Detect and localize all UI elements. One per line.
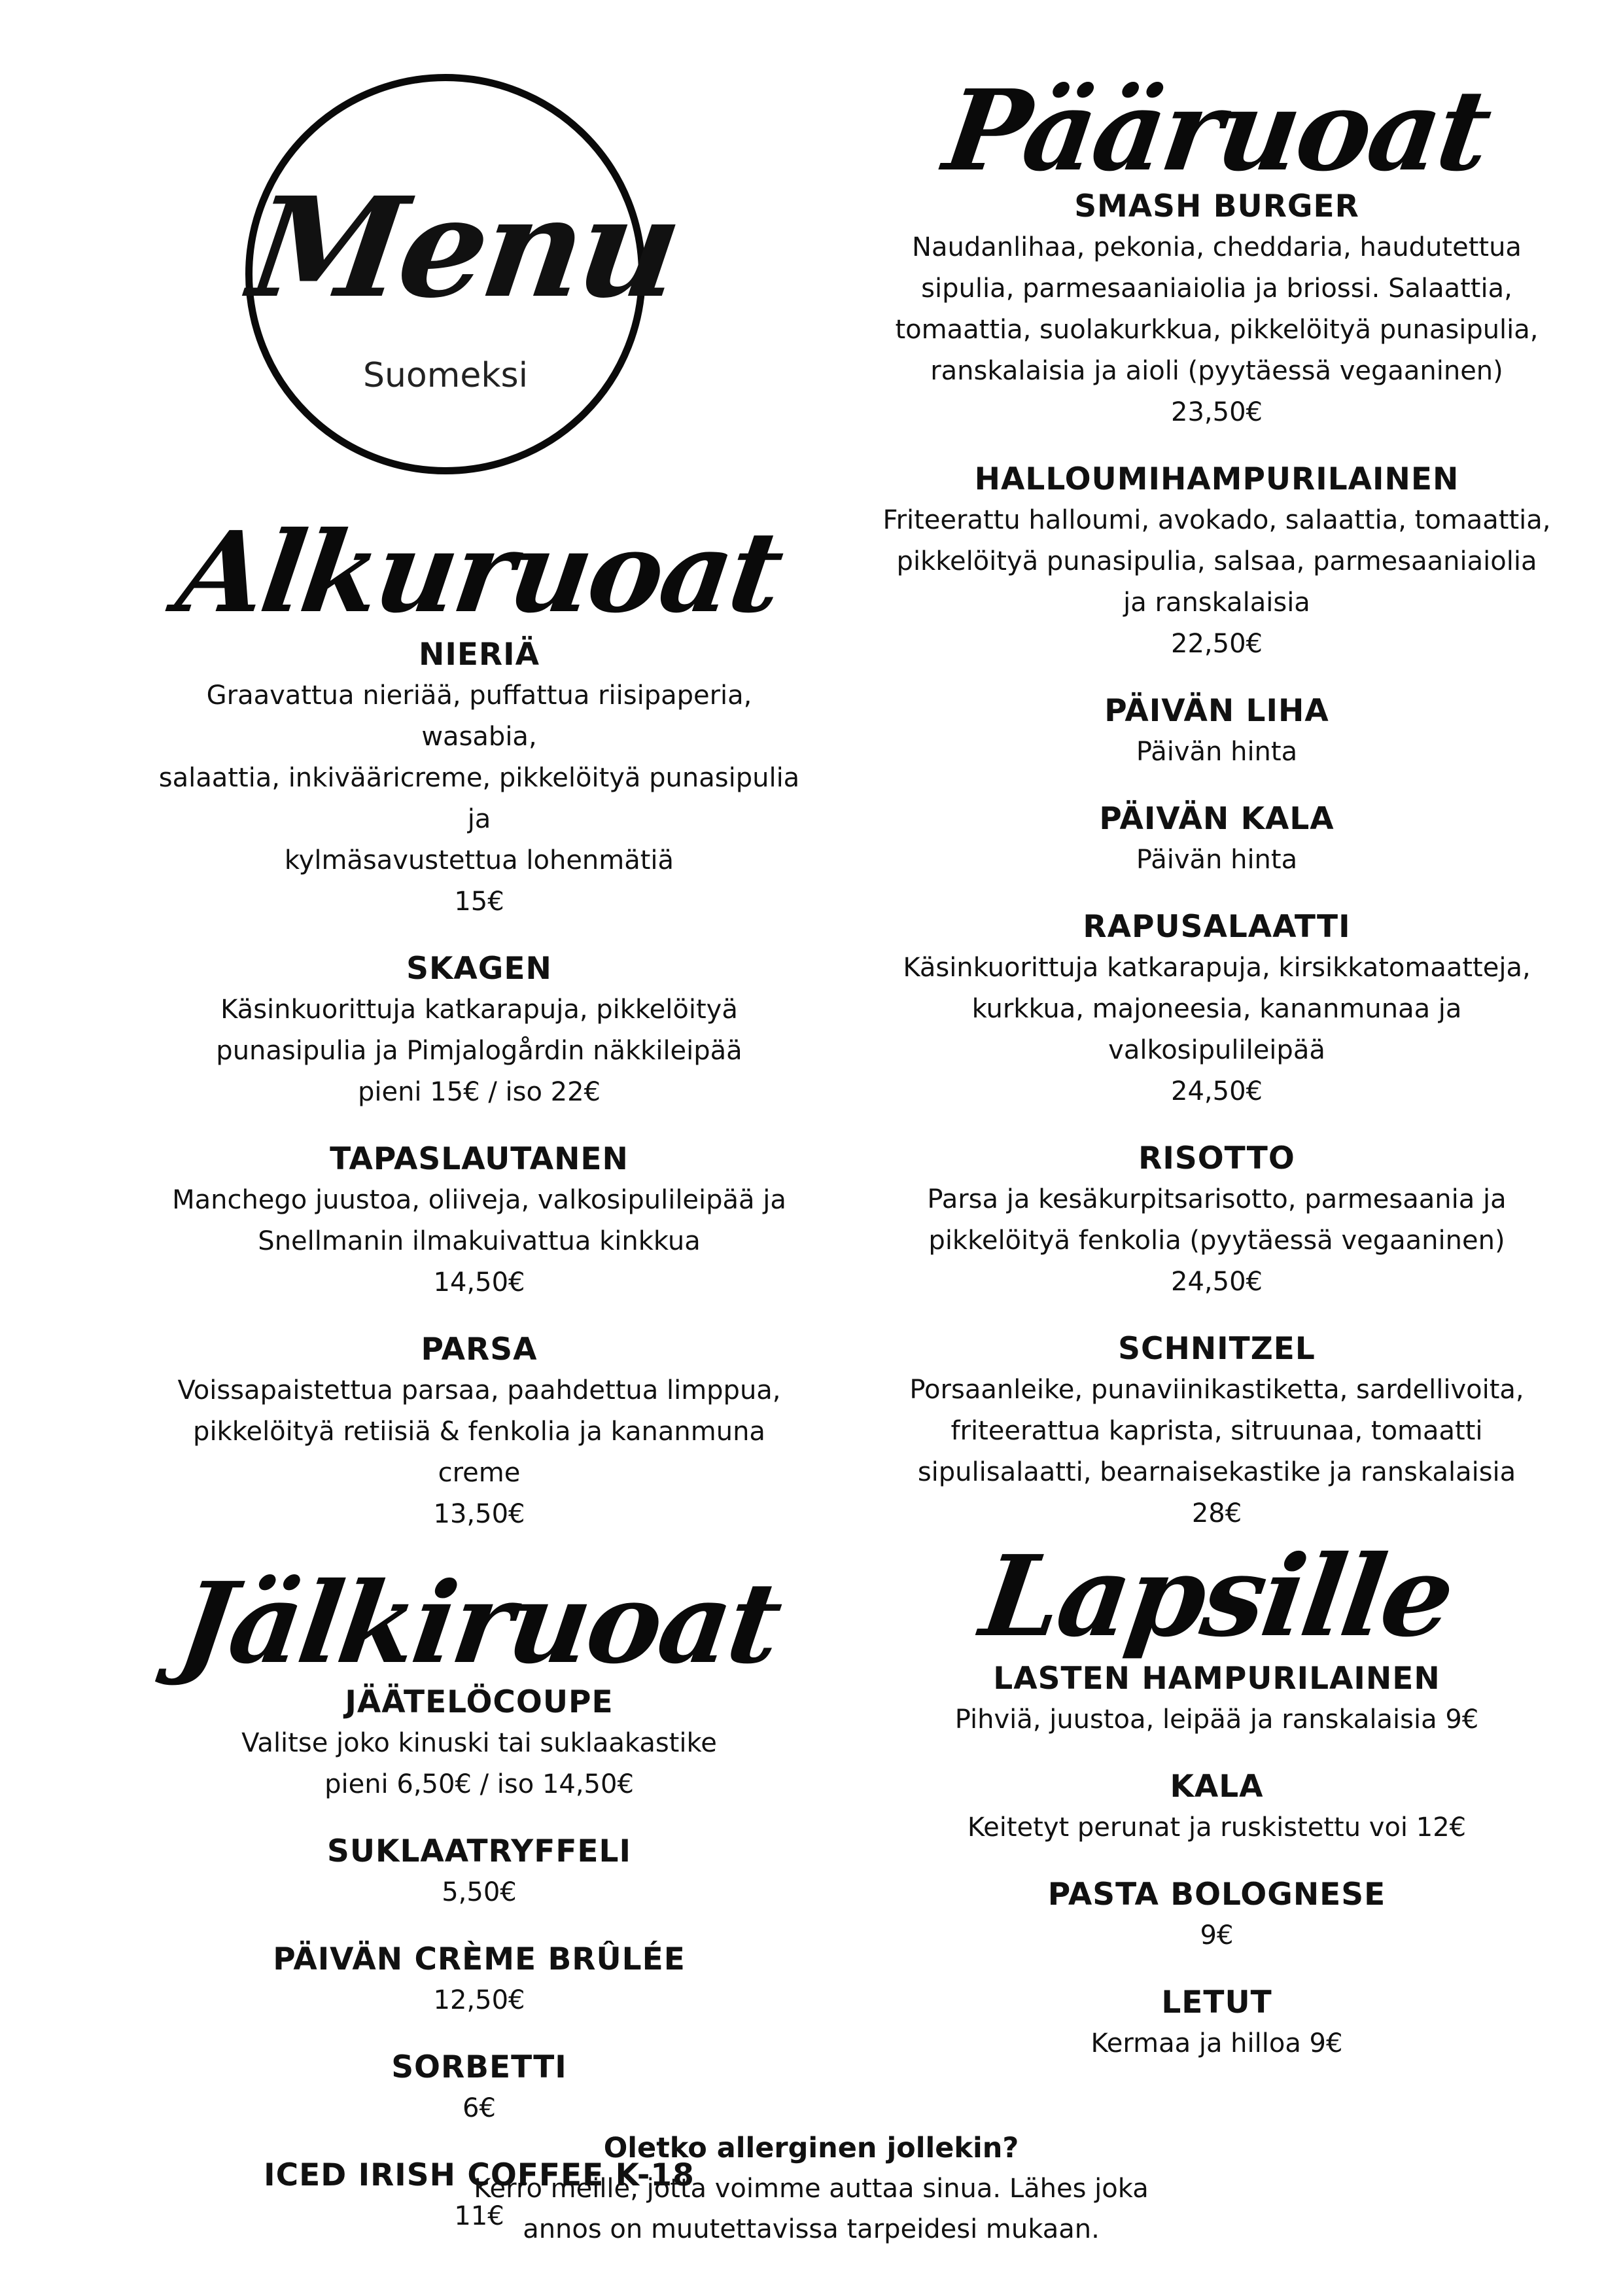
menu-item-name: SCHNITZEL (1118, 1331, 1316, 1367)
menu-item (867, 1139, 1567, 1303)
menu-item-description: valkosipulileipää (1108, 1035, 1325, 1065)
menu-item (867, 1983, 1567, 2064)
menu-item-description: Porsaanleike, punaviinikastiketta, sardellivoita, (909, 1375, 1524, 1405)
menu-item-description: Manchego juustoa, oliiveja, valkosipulileipää ja (172, 1185, 786, 1215)
menu-item-description: ranskalaisia ja aioli (pyytäessä vegaaninen) (930, 356, 1503, 386)
menu-title: Menu (241, 167, 688, 328)
menu-item (867, 459, 1567, 665)
item-gap (154, 1303, 805, 1330)
menu-item-price: 12,50€ (433, 1985, 525, 2015)
menu-item-name: PÄIVÄN KALA (1099, 801, 1335, 837)
kids-heading: Lapsille (973, 1531, 1460, 1662)
mains-list (867, 186, 1567, 1534)
menu-item-price: Päivän hinta (1136, 737, 1298, 767)
desserts-heading: Jälkiruoat (171, 1558, 787, 1689)
menu-item-description: salaattia, inkivääricreme, pikkelöityä punasipulia ja (158, 763, 800, 834)
menu-item-description: Voissapaistettua parsaa, paahdettua limppua, (177, 1375, 781, 1405)
menu-item-price: Keitetyt perunat ja ruskistettu voi 12€ (967, 1812, 1467, 1843)
menu-item (154, 1139, 805, 1303)
menu-item-name: TAPASLAUTANEN (330, 1141, 629, 1177)
menu-item-description: Valitse joko kinuski tai suklaakastike (241, 1728, 717, 1758)
item-gap (154, 1913, 805, 1939)
menu-item (867, 186, 1567, 433)
mains-heading: Pääruoat (937, 65, 1497, 196)
menu-item-price: 6€ (462, 2093, 496, 2123)
menu-item-description: pikkelöityä punasipulia, salsaa, parmesaaniaiolia (896, 546, 1537, 576)
menu-item (867, 1329, 1567, 1534)
item-gap (154, 923, 805, 949)
menu-item-description: Snellmanin ilmakuivattua kinkkua (258, 1226, 701, 1256)
menu-item-name: PASTA BOLOGNESE (1047, 1877, 1386, 1913)
menu-item-name: SKAGEN (406, 951, 552, 987)
menu-item (154, 949, 805, 1113)
menu-item-name: RAPUSALAATTI (1083, 909, 1351, 945)
menu-item-description: kylmäsavustettua lohenmätiä (284, 845, 674, 875)
menu-item-description: tomaattia, suolakurkkua, pikkelöityä punasipulia, (895, 315, 1539, 345)
menu-item-description: ja ranskalaisia (1123, 588, 1310, 618)
menu-item-price: 9€ (1200, 1920, 1234, 1951)
kids-list (867, 1659, 1567, 2064)
menu-item-price: pieni 15€ / iso 22€ (357, 1077, 601, 1107)
allergy-question: Oletko allerginen jollekin? (603, 2132, 1019, 2164)
menu-item-price: 24,50€ (1171, 1076, 1263, 1106)
menu-item-description: kurkkua, majoneesia, kananmunaa ja (971, 994, 1462, 1024)
menu-item-name: SORBETTI (391, 2049, 567, 2085)
menu-item-name: KALA (1170, 1769, 1264, 1805)
menu-item-name: SMASH BURGER (1074, 188, 1359, 224)
item-gap (867, 1956, 1567, 1983)
menu-item-name: RISOTTO (1138, 1140, 1295, 1176)
menu-item-description: pikkelöityä retiisiä & fenkolia ja kananmuna creme (193, 1417, 765, 1488)
item-gap (154, 2021, 805, 2047)
menu-item (867, 691, 1567, 773)
menu-item (154, 2047, 805, 2129)
item-gap (867, 1112, 1567, 1139)
menu-item-name: PARSA (421, 1332, 538, 1368)
menu-item-price: Pihviä, juustoa, leipää ja ranskalaisia 9€ (954, 1704, 1479, 1735)
menu-item-name: SUKLAATRYFFELI (327, 1833, 631, 1869)
starters-heading: Alkuruoat (169, 507, 789, 638)
menu-item-price: 13,50€ (433, 1499, 525, 1529)
menu-item-price: Päivän hinta (1136, 845, 1298, 875)
menu-item-price: 15€ (454, 887, 504, 917)
menu-item (154, 1831, 805, 1913)
item-gap (867, 1848, 1567, 1875)
menu-item-price: pieni 6,50€ / iso 14,50€ (324, 1769, 634, 1799)
menu-item (154, 1939, 805, 2021)
menu-item-price: 28€ (1191, 1498, 1242, 1528)
menu-item (154, 1682, 805, 1805)
menu-item-price: 23,50€ (1171, 397, 1263, 427)
menu-item-name: HALLOUMIHAMPURILAINEN (974, 461, 1459, 497)
menu-item-name: ICED IRISH COFFEE K-18 (264, 2157, 695, 2193)
item-gap (867, 1740, 1567, 1767)
menu-item-price: 24,50€ (1171, 1267, 1263, 1297)
menu-item (867, 1767, 1567, 1848)
item-gap (867, 433, 1567, 459)
menu-item-description: Graavattua nieriää, puffattua riisipaperia, wasabia, (206, 680, 752, 752)
menu-item-name: LETUT (1161, 1985, 1272, 2021)
menu-item-description: sipulia, parmesaaniaiolia ja briossi. Salaattia, (921, 274, 1512, 304)
allergy-answer-line: Kerro meille, jotta voimme auttaa sinua. Lähes joka (474, 2174, 1149, 2204)
allergy-answer-line: annos on muutettavissa tarpeidesi mukaan. (523, 2214, 1100, 2244)
menu-item-description: Naudanlihaa, pekonia, cheddaria, haudutettua (912, 232, 1522, 262)
language-label: Suomeksi (362, 356, 529, 395)
item-gap (154, 1113, 805, 1139)
menu-item-description: pikkelöityä fenkolia (pyytäessä vegaaninen) (928, 1226, 1505, 1256)
menu-item (867, 799, 1567, 881)
menu-item-description: friteerattua kaprista, sitruunaa, tomaatti (951, 1416, 1483, 1446)
menu-item (867, 907, 1567, 1112)
menu-item-price: 11€ (454, 2201, 504, 2231)
item-gap (867, 773, 1567, 799)
menu-item-description: Käsinkuorittuja katkarapuja, kirsikkatomaatteja, (903, 953, 1531, 983)
menu-item-name: PÄIVÄN LIHA (1104, 693, 1329, 729)
menu-item-description: punasipulia ja Pimjalogårdin näkkileipää (216, 1036, 742, 1066)
menu-item-name: LASTEN HAMPURILAINEN (993, 1661, 1440, 1697)
allergy-note (458, 2128, 1164, 2250)
menu-item (154, 1330, 805, 1535)
menu-item-price: Kermaa ja hilloa 9€ (1091, 2028, 1343, 2058)
menu-item-price: 22,50€ (1171, 629, 1263, 659)
starters-list (154, 635, 805, 1535)
item-gap (867, 1303, 1567, 1329)
right-column (867, 0, 1567, 2064)
item-gap (867, 665, 1567, 691)
menu-item (867, 1659, 1567, 1740)
menu-item-description: Friteerattu halloumi, avokado, salaattia, tomaattia, (882, 505, 1551, 535)
menu-item-description: sipulisalaatti, bearnaisekastike ja ranskalaisia (917, 1457, 1516, 1487)
item-gap (867, 881, 1567, 907)
left-column (154, 0, 805, 2237)
menu-item-name: PÄIVÄN CRÈME BRÛLÉE (273, 1941, 686, 1977)
menu-item (867, 1875, 1567, 1956)
menu-item-description: Parsa ja kesäkurpitsarisotto, parmesaania ja (927, 1184, 1507, 1214)
menu-item-price: 5,50€ (442, 1877, 517, 1907)
menu-item (154, 635, 805, 923)
item-gap (154, 1805, 805, 1831)
menu-item-description: Käsinkuorittuja katkarapuja, pikkelöityä (220, 995, 738, 1025)
menu-item-price: 14,50€ (433, 1267, 525, 1298)
menu-item-name: JÄÄTELÖCOUPE (345, 1684, 614, 1720)
menu-item-name: NIERIÄ (419, 637, 540, 673)
